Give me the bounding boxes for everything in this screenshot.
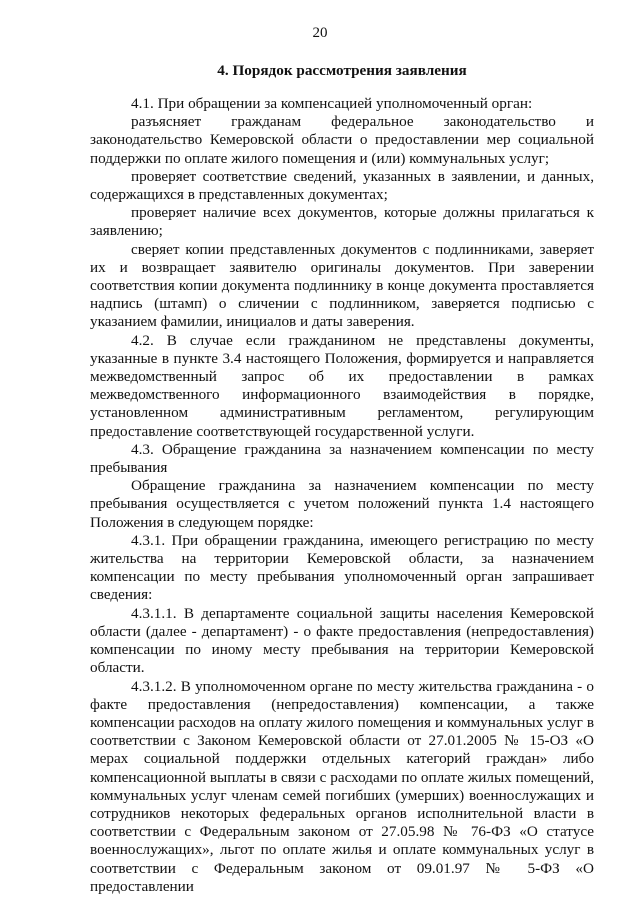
paragraph-4-1-intro: 4.1. При обращении за компенсацией уполномоченный орган: xyxy=(131,95,533,112)
paragraph-checks-data: проверяет соответствие сведений, указанных в заявлении, и данных, содержащихся в представленных документах; xyxy=(90,167,594,204)
section-heading: 4. Порядок рассмотрения заявления xyxy=(217,62,467,79)
paragraph-4-3-1-1: 4.3.1.1. В департаменте социальной защиты населения Кемеровской области (далее - департамент) - о факте предоставления (непредоставления) компенсации по иному месту пребывания на территории Кемеровской области. xyxy=(90,604,594,677)
paragraph-4-3-1-2: 4.3.1.2. В уполномоченном органе по месту жительства гражданина - о факте предоставления (непредоставления) компенсации, а также компенсации расходов на оплату жилого помещения и коммунальных услуг в соответствии с Законом Кемеровской области от 27.01.2005 № 15-ОЗ «О мерах социальной поддержки отдельных категорий граждан» либо компенсационной выплаты в связи с расходами по оплате жилых помещений, коммунальных услуг членам семей погибших (умерших) военнослужащих и сотрудников некоторых федеральных органов исполнительной власти в соответствии с Федеральным законом от 27.05.98 № 76-ФЗ «О статусе военнослужащих», льгот по оплате жилья и оплате коммунальных услуг в соответствии с Федеральным законом от 09.01.97 № 5-ФЗ «О предоставлении xyxy=(90,677,594,895)
paragraph-4-2: 4.2. В случае если гражданином не представлены документы, указанные в пункте 3.4 настоящего Положения, формируется и направляется межведомственный запрос об их предоставлении в рамках межведомственного информационного взаимодействия в порядке, установленном административным регламентом, регулирующим предоставление соответствующей государственной услуги. xyxy=(90,331,594,440)
document-body xyxy=(90,95,594,896)
paragraph-4-3-1: 4.3.1. При обращении гражданина, имеющего регистрацию по месту жительства на территории Кемеровской области, за назначением компенсации по месту пребывания уполномоченный орган запрашивает сведения: xyxy=(90,531,594,604)
paragraph-verifies-copies: сверяет копии представленных документов с подлинниками, заверяет их и возвращает заявителю оригиналы документов. При заверении соответствия копии документа подлиннику в конце документа проставляется надпись (штамп) о сличении с подлинником, заверяется подписью с указанием фамилии, инициалов и даты заверения. xyxy=(90,240,594,331)
paragraph-4-3: 4.3. Обращение гражданина за назначением компенсации по месту пребывания xyxy=(90,440,594,477)
paragraph-checks-documents: проверяет наличие всех документов, которые должны прилагаться к заявлению; xyxy=(90,204,594,240)
page-number: 20 xyxy=(312,25,328,41)
paragraph-explains-legislation: разъясняет гражданам федеральное законодательство и законодательство Кемеровской области о предоставлении мер социальной поддержки по оплате жилого помещения и (или) коммунальных услуг; xyxy=(90,113,594,167)
paragraph-4-3-procedure: Обращение гражданина за назначением компенсации по месту пребывания осуществляется с учетом положений пункта 1.4 настоящего Положения в следующем порядке: xyxy=(90,477,594,531)
